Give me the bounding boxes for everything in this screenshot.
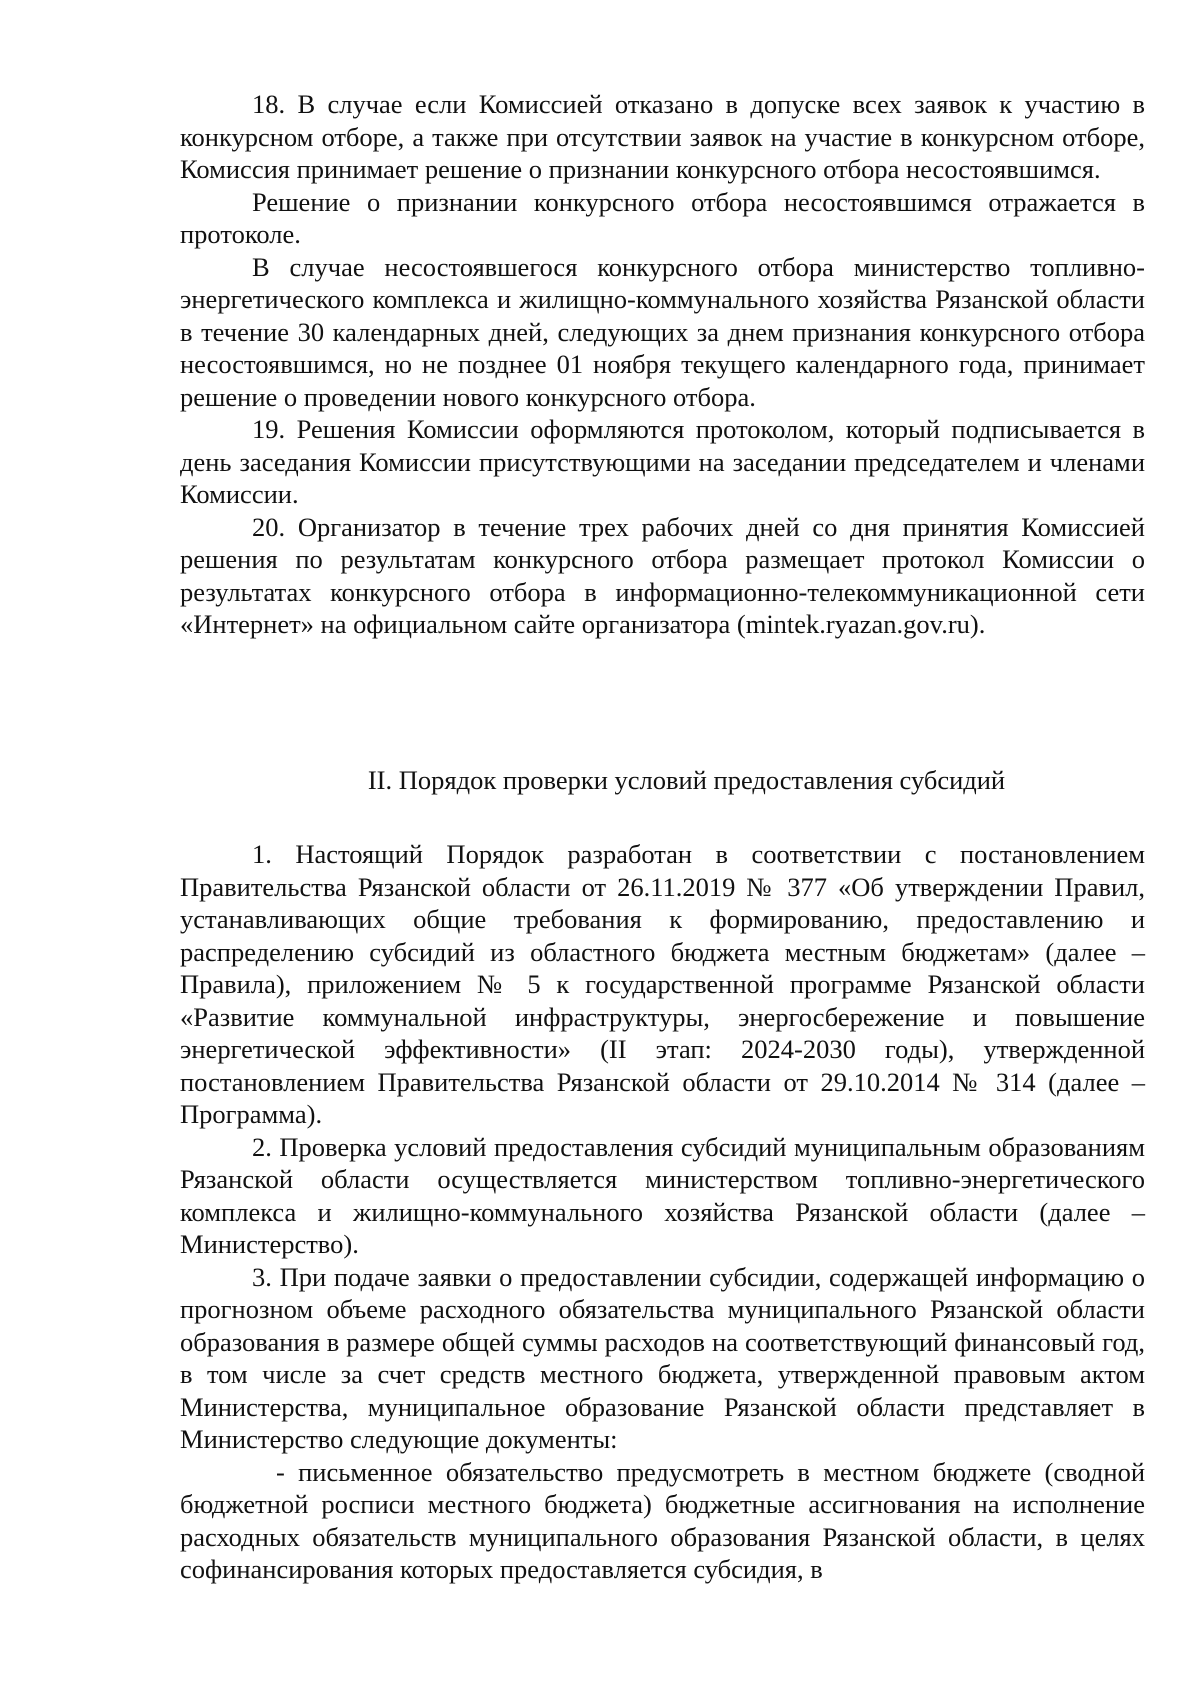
section-top — [180, 88, 1145, 641]
paragraph-obligation-item: - письменное обязательство предусмотреть в местном бюджете (сводной бюджетной росписи местного бюджета) бюджетные ассигнования на исполнение расходных обязательств муниципального образования Рязанской области, в целях софинансирования которых предоставляется субсидия, в — [180, 1456, 1145, 1584]
paragraph-failed-selection: В случае несостоявшегося конкурсного отбора министерство топливно-энергетического комплекса и жилищно-коммунального хозяйства Рязанской области в течение 30 календарных дней, следующих за днем признания конкурсного отбора несостоявшимся, но не позднее 01 ноября текущего календарного года, принимает решение о проведении нового конкурсного отбора. — [180, 251, 1145, 412]
paragraph-20: 20. Организатор в течение трех рабочих дней со дня принятия Комиссией решения по результатам конкурсного отбора размещает протокол Комиссии о результатах конкурсного отбора в информационно-телекоммуникационной сети «Интернет» на официальном сайте организатора (mintek.ryazan.gov.ru). — [180, 511, 1145, 639]
paragraph-3: 3. При подаче заявки о предоставлении субсидии, содержащей информацию о прогнозном объеме расходного обязательства муниципального Рязанской области образования в размере общей суммы расходов на соответствующий финансовый год, в том числе за счет средств местного бюджета, утвержденной правовым актом Министерства, муниципальное образование Рязанской области представляет в Министерство следующие документы: — [180, 1261, 1145, 1454]
paragraph-19: 19. Решения Комиссии оформляются протоколом, который подписывается в день заседания Комиссии присутствующими на заседании председателем и членами Комиссии. — [180, 414, 1145, 509]
paragraph-1: 1. Настоящий Порядок разработан в соответствии с постановлением Правительства Рязанской области от 26.11.2019 № 377 «Об утверждении Правил, устанавливающих общие требования к формированию, предоставлению и распределению субсидий из областного бюджета местным бюджетам» (далее – Правила), приложением № 5 к государственной программе Рязанской области «Развитие коммунальной инфраструктуры, энергосбережение и повышение энергетической эффективности» (II этап: 2024-2030 годы), утвержденной постановлением Правительства Рязанской области от 29.10.2014 № 314 (далее – Программа). — [180, 839, 1145, 1129]
paragraph-18: 18. В случае если Комиссией отказано в допуске всех заявок к участию в конкурсном отборе, а также при отсутствии заявок на участие в конкурсном отборе, Комиссия принимает решение о признании конкурсного отбора несостоявшимся. — [180, 89, 1145, 184]
paragraph-decision-protocol: Решение о признании конкурсного отбора несостоявшимся отражается в протоколе. — [180, 186, 1145, 249]
section-two-body — [180, 838, 1145, 1586]
section-heading: II. Порядок проверки условий предоставления субсидий — [367, 765, 1006, 795]
paragraph-2: 2. Проверка условий предоставления субсидий муниципальным образованиям Рязанской области осуществляется министерством топливно-энергетического комплекса и жилищно-коммунального хозяйства Рязанской области (далее – Министерство). — [180, 1131, 1145, 1259]
